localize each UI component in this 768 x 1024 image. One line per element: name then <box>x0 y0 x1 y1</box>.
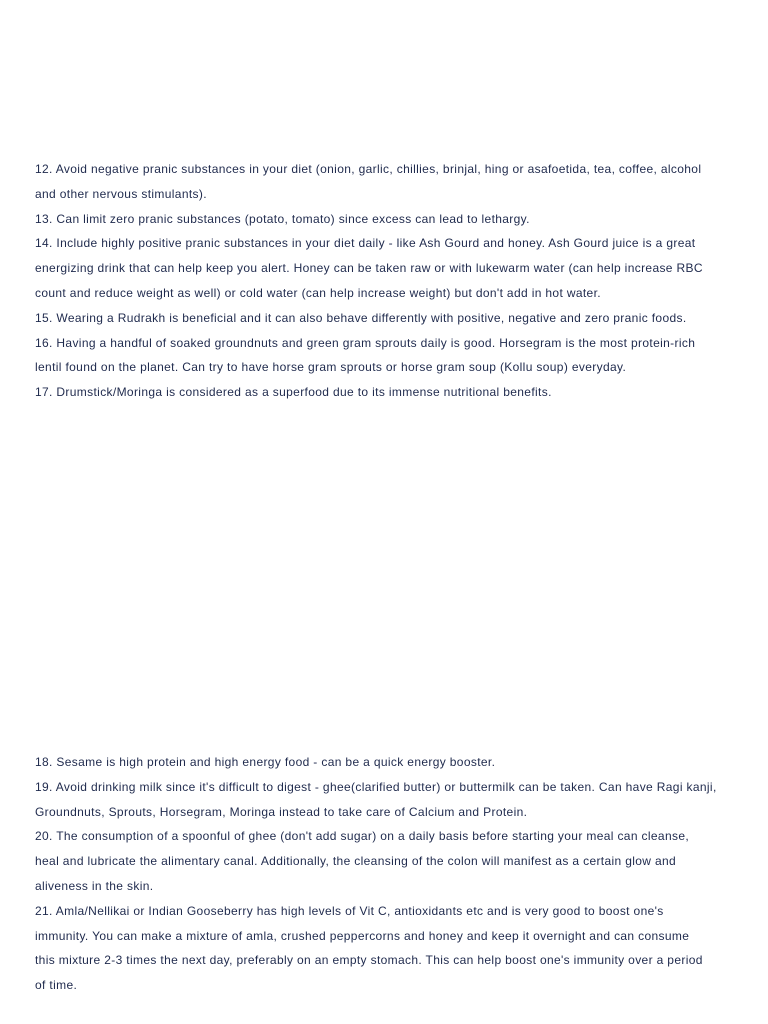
tip-line: aliveness in the skin. <box>35 878 154 893</box>
tip-line: 15. Wearing a Rudrakh is beneficial and it can also behave differently with positive, negative and zero pranic foods. <box>35 310 687 325</box>
tip-line: 18. Sesame is high protein and high energy food - can be a quick energy booster. <box>35 755 496 769</box>
tip-15 <box>35 306 703 331</box>
tip-12 <box>35 157 703 207</box>
tip-line: lentil found on the planet. Can try to have horse gram sprouts or horse gram soup (Kollu soup) everyday. <box>35 360 627 375</box>
tip-20 <box>35 824 717 898</box>
tip-21 <box>35 899 717 998</box>
tip-line: 17. Drumstick/Moringa is considered as a superfood due to its immense nutritional benefits. <box>35 385 552 400</box>
tip-line: immunity. You can make a mixture of amla, crushed peppercorns and honey and keep it overnight and can consume <box>35 928 690 943</box>
tip-16 <box>35 331 703 381</box>
tip-line: of time. <box>35 978 78 993</box>
tip-line: this mixture 2-3 times the next day, preferably on an empty stomach. This can help boost one's immunity over a period <box>35 953 703 968</box>
tip-line: and other nervous stimulants). <box>35 186 207 201</box>
tips-list-18-21 <box>35 750 717 998</box>
tip-19 <box>35 775 717 825</box>
tip-line: count and reduce weight as well) or cold water (can help increase weight) but don't add in hot water. <box>35 285 601 300</box>
tip-line: heal and lubricate the alimentary canal. Additionally, the cleansing of the colon will manifest as a certain glow and <box>35 854 677 869</box>
tip-line: 21. Amla/Nellikai or Indian Gooseberry has high levels of Vit C, antioxidants etc and is very good to boost one's <box>35 903 664 918</box>
tip-line: Groundnuts, Sprouts, Horsegram, Moringa instead to take care of Calcium and Protein. <box>35 804 528 819</box>
tip-13 <box>35 207 703 232</box>
tip-line: 19. Avoid drinking milk since it's difficult to digest - ghee(clarified butter) or buttermilk can be taken. Can have Ragi kanji, <box>35 779 717 794</box>
tip-line: 16. Having a handful of soaked groundnuts and green gram sprouts daily is good. Horsegram is the most protein-rich <box>35 335 696 350</box>
tip-line: 13. Can limit zero pranic substances (potato, tomato) since excess can lead to lethargy. <box>35 211 530 226</box>
tips-list-12-17 <box>35 157 703 405</box>
tip-line: 12. Avoid negative pranic substances in your diet (onion, garlic, chillies, brinjal, hing or asafoetida, tea, coffee, alcohol <box>35 162 702 176</box>
tip-17 <box>35 380 703 405</box>
tip-18 <box>35 750 717 775</box>
tip-14 <box>35 231 703 305</box>
tip-line: 14. Include highly positive pranic substances in your diet daily - like Ash Gourd and honey. Ash Gourd juice is a great <box>35 236 696 251</box>
tip-line: 20. The consumption of a spoonful of ghee (don't add sugar) on a daily basis before starting your meal can cleanse, <box>35 829 690 844</box>
tip-line: energizing drink that can help keep you alert. Honey can be taken raw or with lukewarm water (can help increase RBC <box>35 261 703 276</box>
